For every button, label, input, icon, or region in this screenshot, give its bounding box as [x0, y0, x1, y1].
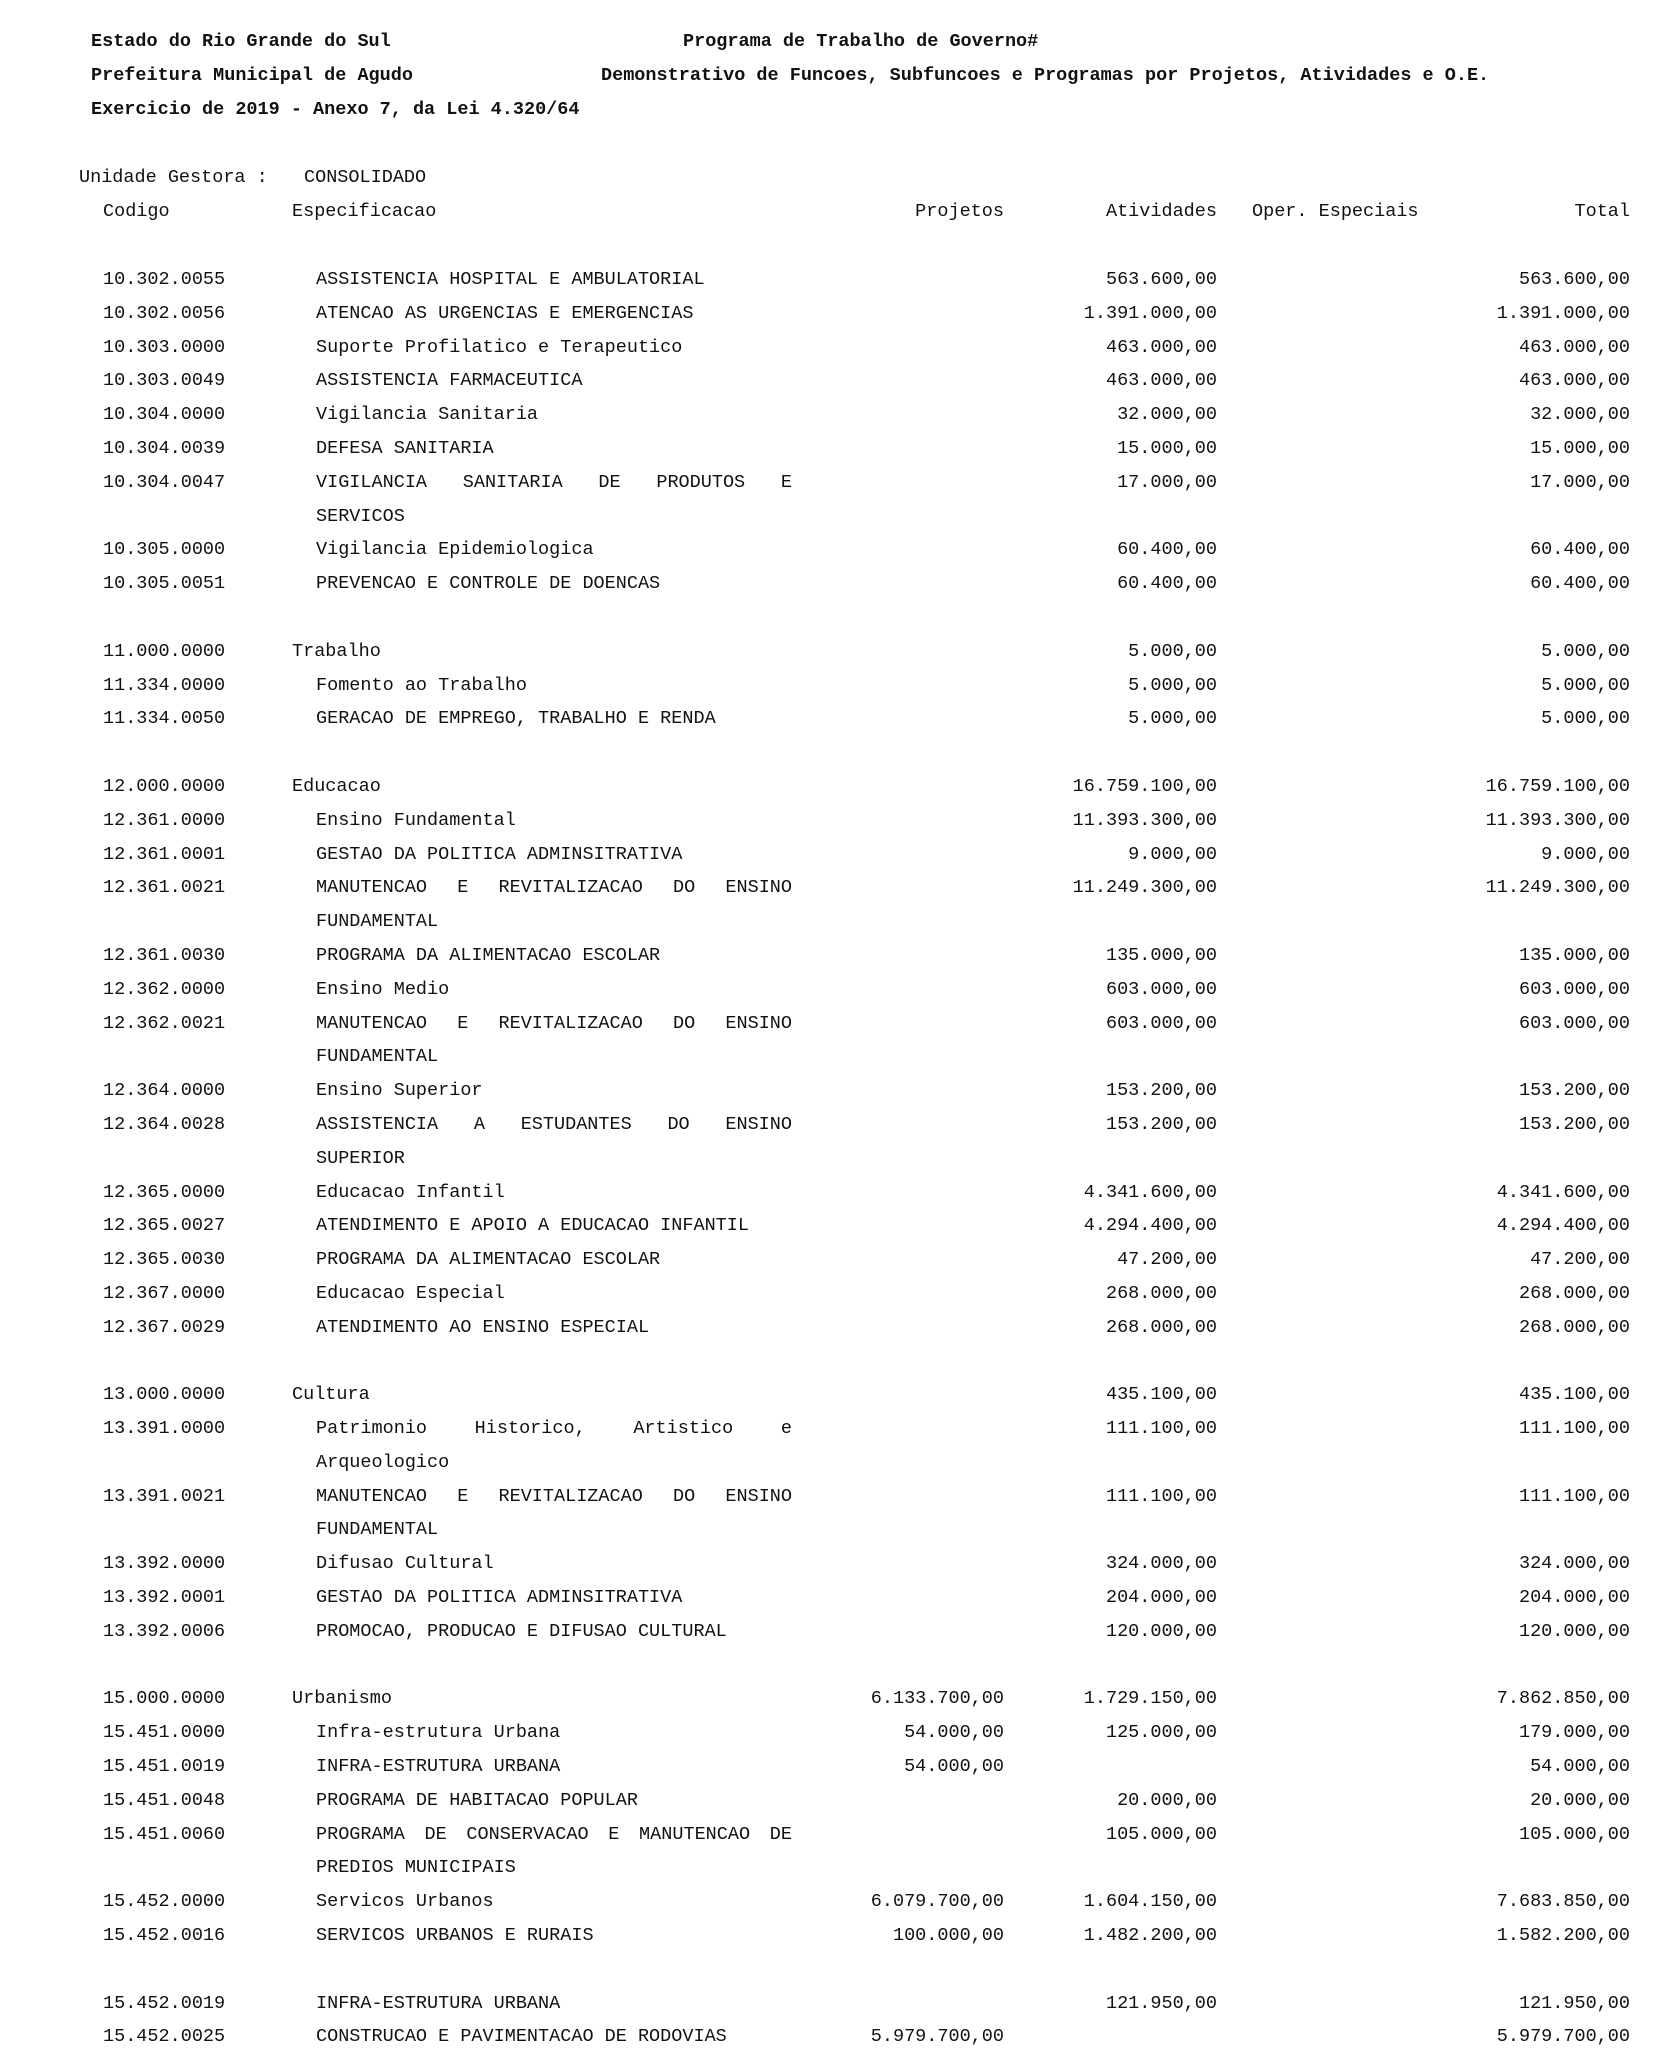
- row-total: 120.000,00: [1518, 1620, 1630, 1642]
- row-especificacao: ASSISTENCIA A ESTUDANTES DO ENSINO SUPERIOR: [316, 1113, 792, 1169]
- row-projetos: 6.133.700,00: [870, 1688, 1004, 1710]
- row-total: 32.000,00: [1530, 404, 1630, 426]
- table-row: [0, 1176, 1653, 1210]
- row-atividades: 1.482.200,00: [1083, 1925, 1217, 1947]
- row-especificacao: Fomento ao Trabalho: [316, 674, 527, 696]
- row-total: 47.200,00: [1530, 1249, 1630, 1271]
- row-especificacao: PROGRAMA DA ALIMENTACAO ESCOLAR: [316, 1249, 661, 1271]
- row-atividades: 4.294.400,00: [1083, 1215, 1217, 1237]
- row-especificacao: GESTAO DA POLITICA ADMINSITRATIVA: [316, 843, 683, 865]
- row-atividades: 125.000,00: [1105, 1722, 1217, 1744]
- row-especificacao: Vigilancia Sanitaria: [316, 404, 539, 426]
- col-header-total: Total: [1574, 201, 1630, 222]
- spacer-row: [0, 736, 1653, 770]
- row-codigo: 13.000.0000: [103, 1384, 226, 1406]
- row-especificacao: Educacao Infantil: [316, 1181, 505, 1203]
- row-especificacao: MANUTENCAO E REVITALIZACAO DO ENSINO FUNDAMENTAL: [316, 1485, 792, 1541]
- row-total: 7.862.850,00: [1496, 1688, 1630, 1710]
- header-municipality: Prefeitura Municipal de Agudo: [91, 65, 413, 86]
- table-row: [0, 871, 1653, 939]
- row-atividades: 15.000,00: [1117, 437, 1217, 459]
- table-row: [0, 297, 1653, 331]
- row-total: 16.759.100,00: [1485, 775, 1630, 797]
- row-atividades: 5.000,00: [1128, 708, 1217, 730]
- col-header-especificacao: Especificacao: [292, 201, 437, 222]
- row-total: 153.200,00: [1518, 1080, 1630, 1102]
- row-total: 17.000,00: [1530, 471, 1630, 493]
- row-atividades: 135.000,00: [1105, 944, 1217, 966]
- table-row: [0, 466, 1653, 534]
- row-codigo: 12.365.0000: [103, 1181, 226, 1203]
- row-codigo: 10.302.0056: [103, 302, 226, 324]
- row-atividades: 105.000,00: [1105, 1823, 1217, 1845]
- row-atividades: 563.600,00: [1105, 269, 1217, 290]
- unidade-gestora-label: Unidade Gestora :: [79, 167, 268, 188]
- row-codigo: 10.304.0039: [103, 437, 226, 459]
- row-total: 153.200,00: [1518, 1113, 1630, 1135]
- table-row: [0, 1311, 1653, 1345]
- table-row: [0, 939, 1653, 973]
- row-codigo: 13.391.0000: [103, 1418, 226, 1440]
- row-codigo: 15.452.0016: [103, 1925, 226, 1947]
- row-codigo: 15.451.0048: [103, 1789, 226, 1811]
- row-codigo: 15.000.0000: [103, 1688, 226, 1710]
- table-row: [0, 635, 1653, 669]
- row-especificacao: CONSTRUCAO E PAVIMENTACAO DE RODOVIAS: [316, 2026, 727, 2048]
- row-total: 60.400,00: [1530, 573, 1630, 595]
- row-total: 5.000,00: [1541, 640, 1630, 662]
- row-especificacao: DEFESA SANITARIA: [316, 437, 494, 459]
- row-total: 204.000,00: [1518, 1587, 1630, 1609]
- row-total: 324.000,00: [1518, 1553, 1630, 1575]
- row-atividades: 60.400,00: [1117, 573, 1217, 595]
- report-table: [0, 263, 1653, 2054]
- row-total: 105.000,00: [1518, 1823, 1630, 1845]
- table-row: [0, 331, 1653, 365]
- row-codigo: 12.364.0028: [103, 1113, 226, 1135]
- row-total: 179.000,00: [1518, 1722, 1630, 1744]
- row-especificacao: Educacao Especial: [316, 1282, 505, 1304]
- row-total: 5.979.700,00: [1496, 2026, 1630, 2048]
- row-atividades: 435.100,00: [1105, 1384, 1217, 1406]
- row-codigo: 15.452.0019: [103, 1992, 226, 2014]
- row-especificacao: ASSISTENCIA HOSPITAL E AMBULATORIAL: [316, 269, 705, 290]
- row-codigo: 10.302.0055: [103, 269, 226, 290]
- row-total: 1.582.200,00: [1496, 1925, 1630, 1947]
- row-atividades: 204.000,00: [1105, 1587, 1217, 1609]
- row-atividades: 111.100,00: [1105, 1485, 1217, 1507]
- table-row: [0, 364, 1653, 398]
- row-especificacao: PROGRAMA DA ALIMENTACAO ESCOLAR: [316, 944, 661, 966]
- row-projetos: 54.000,00: [904, 1756, 1004, 1778]
- table-row: [0, 1919, 1653, 1953]
- header-state: Estado do Rio Grande do Sul: [91, 31, 391, 52]
- spacer-row: [0, 1649, 1653, 1683]
- header-program-title: Programa de Trabalho de Governo#: [683, 31, 1039, 52]
- row-total: 11.249.300,00: [1485, 877, 1630, 899]
- row-codigo: 12.362.0021: [103, 1012, 226, 1034]
- row-especificacao: MANUTENCAO E REVITALIZACAO DO ENSINO FUNDAMENTAL: [316, 877, 792, 933]
- row-atividades: 121.950,00: [1105, 1992, 1217, 2014]
- row-atividades: 4.341.600,00: [1083, 1181, 1217, 1203]
- row-total: 268.000,00: [1518, 1316, 1630, 1338]
- row-especificacao: Trabalho: [292, 640, 381, 662]
- row-codigo: 11.000.0000: [103, 640, 226, 662]
- spacer-row: [0, 601, 1653, 635]
- row-total: 463.000,00: [1518, 336, 1630, 358]
- row-total: 603.000,00: [1518, 1012, 1630, 1034]
- row-especificacao: PROGRAMA DE CONSERVACAO E MANUTENCAO DE PREDIOS MUNICIPAIS: [316, 1823, 792, 1879]
- row-projetos: 54.000,00: [904, 1722, 1004, 1744]
- table-row: [0, 1987, 1653, 2021]
- row-especificacao: VIGILANCIA SANITARIA DE PRODUTOS E SERVICOS: [316, 471, 792, 527]
- row-total: 563.600,00: [1518, 269, 1630, 290]
- row-especificacao: MANUTENCAO E REVITALIZACAO DO ENSINO FUNDAMENTAL: [316, 1012, 792, 1068]
- row-especificacao: PROGRAMA DE HABITACAO POPULAR: [316, 1789, 638, 1811]
- row-codigo: 10.303.0049: [103, 370, 226, 392]
- table-row: [0, 398, 1653, 432]
- row-especificacao: Educacao: [292, 775, 381, 797]
- row-codigo: 12.365.0030: [103, 1249, 226, 1271]
- row-total: 121.950,00: [1518, 1992, 1630, 2014]
- table-row: [0, 1074, 1653, 1108]
- table-row: [0, 567, 1653, 601]
- row-atividades: 5.000,00: [1128, 674, 1217, 696]
- row-projetos: 5.979.700,00: [870, 2026, 1004, 2048]
- row-total: 4.341.600,00: [1496, 1181, 1630, 1203]
- row-atividades: 120.000,00: [1105, 1620, 1217, 1642]
- row-atividades: 268.000,00: [1105, 1282, 1217, 1304]
- row-codigo: 15.451.0060: [103, 1823, 226, 1845]
- row-codigo: 12.367.0029: [103, 1316, 226, 1338]
- spacer-row: [0, 1345, 1653, 1379]
- header-exercise: Exercicio de 2019 - Anexo 7, da Lei 4.320/64: [91, 99, 580, 120]
- row-atividades: 1.391.000,00: [1083, 302, 1217, 324]
- row-codigo: 12.364.0000: [103, 1080, 226, 1102]
- table-row: [0, 1007, 1653, 1075]
- row-atividades: 153.200,00: [1105, 1113, 1217, 1135]
- row-especificacao: SERVICOS URBANOS E RURAIS: [316, 1925, 594, 1947]
- col-header-oper-especiais: Oper. Especiais: [1252, 201, 1419, 222]
- row-total: 1.391.000,00: [1496, 302, 1630, 324]
- row-especificacao: Difusao Cultural: [316, 1553, 494, 1575]
- row-atividades: 324.000,00: [1105, 1553, 1217, 1575]
- unidade-gestora-value: CONSOLIDADO: [304, 167, 427, 188]
- row-especificacao: Urbanismo: [292, 1688, 392, 1710]
- row-especificacao: Ensino Fundamental: [316, 809, 516, 831]
- table-row: [0, 1547, 1653, 1581]
- row-atividades: 16.759.100,00: [1072, 775, 1217, 797]
- table-row: [0, 1480, 1653, 1548]
- row-codigo: 11.334.0000: [103, 674, 226, 696]
- row-total: 111.100,00: [1518, 1485, 1630, 1507]
- row-especificacao: Patrimonio Historico, Artistico e Arqueologico: [316, 1418, 792, 1473]
- row-atividades: 5.000,00: [1128, 640, 1217, 662]
- table-row: [0, 669, 1653, 703]
- row-total: 60.400,00: [1530, 539, 1630, 561]
- table-row: [0, 1243, 1653, 1277]
- table-row: [0, 533, 1653, 567]
- row-atividades: 111.100,00: [1105, 1418, 1217, 1440]
- row-codigo: 13.392.0006: [103, 1620, 226, 1642]
- row-total: 7.683.850,00: [1496, 1891, 1630, 1913]
- row-atividades: 1.604.150,00: [1083, 1891, 1217, 1913]
- row-atividades: 603.000,00: [1105, 978, 1217, 1000]
- row-total: 5.000,00: [1541, 674, 1630, 696]
- row-codigo: 15.451.0019: [103, 1756, 226, 1778]
- row-atividades: 1.729.150,00: [1083, 1688, 1217, 1710]
- row-codigo: 15.452.0000: [103, 1891, 226, 1913]
- row-codigo: 12.367.0000: [103, 1282, 226, 1304]
- row-codigo: 12.362.0000: [103, 978, 226, 1000]
- row-total: 5.000,00: [1541, 708, 1630, 730]
- row-codigo: 12.365.0027: [103, 1215, 226, 1237]
- row-codigo: 13.392.0001: [103, 1587, 226, 1609]
- row-total: 54.000,00: [1530, 1756, 1630, 1778]
- table-row: [0, 1818, 1653, 1886]
- col-header-codigo: Codigo: [103, 201, 170, 222]
- table-row: [0, 702, 1653, 736]
- table-row: [0, 770, 1653, 804]
- row-especificacao: Cultura: [292, 1384, 370, 1406]
- row-total: 9.000,00: [1541, 843, 1630, 865]
- row-atividades: 268.000,00: [1105, 1316, 1217, 1338]
- row-especificacao: INFRA-ESTRUTURA URBANA: [316, 1992, 561, 2014]
- row-codigo: 13.392.0000: [103, 1553, 226, 1575]
- table-row: [0, 1378, 1653, 1412]
- table-row: [0, 432, 1653, 466]
- col-header-projetos: Projetos: [915, 201, 1004, 222]
- col-header-atividades: Atividades: [1105, 201, 1217, 222]
- row-especificacao: ASSISTENCIA FARMACEUTICA: [316, 370, 583, 392]
- row-codigo: 12.361.0001: [103, 843, 226, 865]
- table-row: [0, 1784, 1653, 1818]
- row-total: 603.000,00: [1518, 978, 1630, 1000]
- table-row: [0, 804, 1653, 838]
- row-codigo: 15.451.0000: [103, 1722, 226, 1744]
- row-especificacao: Vigilancia Epidemiologica: [316, 539, 594, 561]
- spacer-row: [0, 1953, 1653, 1987]
- row-especificacao: ATENDIMENTO AO ENSINO ESPECIAL: [316, 1316, 650, 1338]
- header-report-description: Demonstrativo de Funcoes, Subfuncoes e Programas por Projetos, Atividades e O.E.: [601, 65, 1490, 86]
- row-atividades: 153.200,00: [1105, 1080, 1217, 1102]
- row-atividades: 603.000,00: [1105, 1012, 1217, 1034]
- table-row: [0, 1108, 1653, 1176]
- row-codigo: 10.303.0000: [103, 336, 226, 358]
- row-especificacao: Ensino Medio: [316, 978, 450, 1000]
- row-especificacao: PROMOCAO, PRODUCAO E DIFUSAO CULTURAL: [316, 1620, 727, 1642]
- table-row: [0, 1581, 1653, 1615]
- row-codigo: 10.305.0000: [103, 539, 226, 561]
- row-total: 435.100,00: [1518, 1384, 1630, 1406]
- row-codigo: 12.000.0000: [103, 775, 226, 797]
- row-codigo: 15.452.0025: [103, 2026, 226, 2048]
- row-especificacao: GERACAO DE EMPREGO, TRABALHO E RENDA: [316, 708, 716, 730]
- row-codigo: 12.361.0030: [103, 944, 226, 966]
- row-codigo: 10.304.0047: [103, 471, 226, 493]
- table-row: [0, 1412, 1653, 1480]
- table-row: [0, 1209, 1653, 1243]
- row-total: 111.100,00: [1518, 1418, 1630, 1440]
- table-row: [0, 2020, 1653, 2054]
- row-especificacao: Servicos Urbanos: [316, 1891, 494, 1913]
- row-total: 4.294.400,00: [1496, 1215, 1630, 1237]
- row-projetos: 6.079.700,00: [870, 1891, 1004, 1913]
- row-especificacao: Infra-estrutura Urbana: [316, 1722, 561, 1744]
- table-row: [0, 263, 1653, 297]
- row-atividades: 17.000,00: [1117, 471, 1217, 493]
- table-row: [0, 973, 1653, 1007]
- table-row: [0, 1277, 1653, 1311]
- row-atividades: 9.000,00: [1128, 843, 1217, 865]
- row-atividades: 47.200,00: [1117, 1249, 1217, 1271]
- row-atividades: 463.000,00: [1105, 336, 1217, 358]
- row-codigo: 12.361.0000: [103, 809, 226, 831]
- row-codigo: 13.391.0021: [103, 1485, 226, 1507]
- row-total: 15.000,00: [1530, 437, 1630, 459]
- row-especificacao: ATENDIMENTO E APOIO A EDUCACAO INFANTIL: [316, 1215, 749, 1237]
- row-total: 11.393.300,00: [1485, 809, 1630, 831]
- row-codigo: 11.334.0050: [103, 708, 226, 730]
- table-row: [0, 1750, 1653, 1784]
- row-codigo: 10.304.0000: [103, 404, 226, 426]
- row-total: 135.000,00: [1518, 944, 1630, 966]
- table-row: [0, 1615, 1653, 1649]
- row-projetos: 100.000,00: [892, 1925, 1004, 1947]
- row-total: 20.000,00: [1530, 1789, 1630, 1811]
- row-atividades: 60.400,00: [1117, 539, 1217, 561]
- row-especificacao: GESTAO DA POLITICA ADMINSITRATIVA: [316, 1587, 683, 1609]
- row-especificacao: ATENCAO AS URGENCIAS E EMERGENCIAS: [316, 302, 694, 324]
- row-atividades: 11.249.300,00: [1072, 877, 1217, 899]
- row-especificacao: Suporte Profilatico e Terapeutico: [316, 336, 683, 358]
- table-row: [0, 838, 1653, 872]
- row-atividades: 20.000,00: [1117, 1789, 1217, 1811]
- row-especificacao: PREVENCAO E CONTROLE DE DOENCAS: [316, 573, 661, 595]
- row-atividades: 463.000,00: [1105, 370, 1217, 392]
- row-especificacao: INFRA-ESTRUTURA URBANA: [316, 1756, 561, 1778]
- table-row: [0, 1716, 1653, 1750]
- row-atividades: 11.393.300,00: [1072, 809, 1217, 831]
- table-row: [0, 1885, 1653, 1919]
- row-total: 268.000,00: [1518, 1282, 1630, 1304]
- table-row: [0, 1682, 1653, 1716]
- row-atividades: 32.000,00: [1117, 404, 1217, 426]
- row-total: 463.000,00: [1518, 370, 1630, 392]
- row-codigo: 12.361.0021: [103, 877, 226, 899]
- row-especificacao: Ensino Superior: [316, 1080, 483, 1102]
- row-codigo: 10.305.0051: [103, 573, 226, 595]
